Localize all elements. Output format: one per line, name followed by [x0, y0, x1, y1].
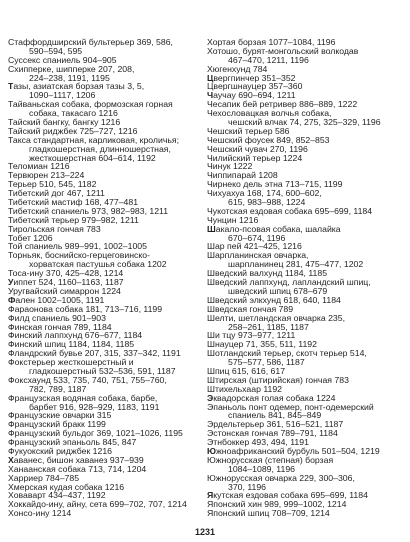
entry-text: 224–238, 1191, 1195 [29, 72, 110, 83]
entry-text: Французская водяная собака, барбе, [8, 392, 158, 403]
index-entry [8, 394, 204, 412]
entry-text: Харриер 784–785 [8, 472, 80, 483]
index-entry [207, 109, 406, 127]
entry-text: Ховаварт 434–437, 1192 [8, 490, 106, 501]
entry-text: 590–594, 595 [29, 45, 83, 56]
entry-text: Теломиан 1216 [8, 161, 70, 172]
entry-text: Эрдельтерьер 361, 516–521, 1187 [207, 419, 344, 430]
entry-text: спаниель 841, 845–849 [228, 410, 322, 421]
index-entry [207, 189, 406, 207]
entry-text: аванес, бишон хаванез 937–939 [13, 454, 144, 465]
index-column-right [207, 38, 406, 518]
index-column-left [8, 38, 204, 518]
entry-text: Штирская (штирийская) гончая 783 [207, 374, 349, 385]
entry-text: Шведский лаппхунд, лапландский шпиц, [207, 277, 371, 288]
entry-text: вергпинчер 351–352 [213, 72, 296, 83]
entry-text: 1090–1117, 1206 [29, 90, 96, 101]
entry-text: Фоксхаунд 533, 735, 740, 751, 755–760, [8, 374, 167, 385]
entry-text: Шведский валхунд 1184, 1185 [207, 268, 328, 279]
index-entry [8, 38, 204, 56]
entry-text: Уругвайский симаррон 1224 [8, 285, 121, 296]
entry-text: Шведский элкхунд 618, 640, 1184 [207, 294, 341, 305]
index-entry [207, 314, 406, 332]
entry-text: Южнорусская (степная) борзая [207, 454, 334, 465]
entry-text: 1084–1089, 1196 [228, 463, 295, 474]
entry-text: Шпиц 615, 616, 617 [207, 365, 286, 376]
entry-text: Тайский риджбек 725–727, 1216 [8, 125, 138, 136]
entry-text: Финский лаппхунд 676–677, 1184 [8, 330, 143, 341]
entry-text: шведский шпиц 678–679 [228, 285, 328, 296]
entry-text: Южнорусская овчарка 229, 300–306, [207, 472, 355, 483]
entry-text: Филд спаниель 901–903 [8, 312, 106, 323]
letter-section-initial: Я [207, 490, 214, 501]
entry-text: аучау 690–694, 1211 [213, 90, 296, 101]
entry-text: Той спаниель 989–991, 1002–1005 [8, 241, 147, 252]
entry-text: 670–674, 1196 [228, 232, 286, 243]
index-entry [207, 456, 406, 474]
entry-text: Этнбоккер 493, 494, 1191 [207, 437, 309, 448]
index-entry [207, 403, 406, 421]
entry-text: Чешский терьер 586 [207, 125, 290, 136]
entry-text: гладкошерстный 532–536, 591, 1187 [29, 365, 176, 376]
entry-text: Хонсо-ину 1214 [8, 508, 72, 519]
page-number: 1231 [194, 527, 216, 537]
entry-text: Фукуокский риджбек 1216 [8, 445, 112, 456]
entry-text: Тибетский дог 467, 1211 [8, 188, 105, 199]
entry-text: Терьер 510, 545, 1182 [8, 179, 97, 190]
entry-text: Ши тцу 973–977, 1211 [207, 330, 296, 341]
entry-text: шарпланинец 281, 475–477, 1202 [228, 259, 364, 270]
entry-text: Чинук 1222 [207, 161, 253, 172]
entry-text: чешский влчак 74, 275, 325–329, 1196 [228, 117, 381, 128]
entry-text: Финская гончая 789, 1184 [8, 321, 112, 332]
entry-text: хорватская пастушья собака 1202 [29, 259, 167, 270]
index-entry [207, 225, 406, 243]
entry-text: 258–261, 1185, 1187 [228, 321, 309, 332]
entry-text: Чешский фоусек 849, 852–853 [207, 134, 330, 145]
index-entry [207, 47, 406, 65]
entry-text: Тайваньская собака, формозская горная [8, 99, 173, 110]
entry-text: Шнауцер 71, 355, 511, 1192 [207, 339, 317, 350]
entry-text: Эпаньоль понт одемер, понт-одемерский [207, 401, 374, 412]
entry-text: Японский шпиц 708–709, 1214 [207, 508, 330, 519]
entry-text: Чунцин 1216 [207, 214, 259, 225]
entry-text: Японский хин 989, 999–1002, 1214 [207, 499, 347, 510]
entry-text: Штихельхаар 1192 [207, 383, 283, 394]
entry-text: Суссекс спаниель 904–905 [8, 54, 117, 65]
entry-text: Шотландский терьер, скотч терьер 514, [207, 348, 367, 359]
entry-text: Финский шпиц 1184, 1184, 1185 [8, 339, 135, 350]
entry-text: Тирольская гончая 783 [8, 223, 101, 234]
entry-text: Французские овчарки 315 [8, 410, 112, 421]
letter-section-initial: У [8, 277, 14, 288]
entry-text: Схипперке, шипперке 207, 208, [8, 63, 135, 74]
index-entry [207, 509, 406, 518]
entry-text: Тервюрен 213–224 [8, 170, 85, 181]
index-entry [8, 100, 204, 118]
letter-section-initial: Т [8, 81, 14, 92]
entry-text: собака, такасаго 1216 [29, 108, 118, 119]
entry-text: акало-псовая собака, шалайка [215, 223, 341, 234]
entry-text: гладкошерстная, длинношерстная, [29, 143, 171, 154]
letter-section-initial: Ф [8, 294, 16, 305]
entry-term-line [8, 509, 204, 518]
entry-text: Чихуахуа 168, 174, 600–602, [207, 188, 322, 199]
entry-term-line [207, 509, 406, 518]
entry-text: Такса стандартная, карликовая, кроличья; [8, 134, 180, 145]
entry-text: 782, 789, 1187 [29, 383, 87, 394]
entry-text: Хоккайдо-ину, айну, сета 699–702, 707, 1214 [8, 499, 187, 510]
entry-text: Чесапик бей ретривер 886–889, 1222 [207, 99, 358, 110]
entry-text: Хюгенхунд 784 [207, 63, 268, 74]
letter-section-initial: Ш [207, 223, 216, 234]
entry-text: Шар пей 421–425, 1216 [207, 241, 302, 252]
entry-text: Ханаанская собака 713, 714, 1204 [8, 463, 147, 474]
entry-text: Тибетский терьер 979–982, 1211 [8, 214, 139, 225]
entry-text: Французский бракк 1199 [8, 419, 106, 430]
entry-text: кутская ездовая собака 695–699, 1184 [213, 490, 368, 501]
letter-section-initial: Э [207, 392, 214, 403]
letter-section-initial: Ч [207, 90, 214, 101]
entry-text: Эстонская гончая 789–791, 1184 [207, 428, 338, 439]
entry-text: Тоса-ину 370, 425–428, 1214 [8, 268, 124, 279]
entry-text: Чилийский терьер 1224 [207, 152, 303, 163]
entry-text: Французский эпаньоль 845, 847 [8, 437, 137, 448]
entry-text: барбет 916, 928–929, 1183, 1191 [29, 401, 160, 412]
entry-text: Французский бульдог 369, 1021–1026, 1195 [8, 428, 183, 439]
entry-text: Шведская гончая 789 [207, 303, 294, 314]
index-entry [8, 82, 204, 100]
index-entry [8, 509, 204, 518]
entry-text: азы, азиатская борзая тазы 3, 5, [13, 81, 145, 92]
index-entry [8, 358, 204, 376]
entry-text: 615, 983–988, 1224 [228, 197, 306, 208]
index-entry [8, 376, 204, 394]
entry-text: Фокстерьер жесткошерстный и [8, 357, 134, 368]
index-entry [207, 251, 406, 269]
entry-text: 370, 1196 [228, 481, 267, 492]
entry-text: 575–577, 586, 1187 [228, 357, 305, 368]
index-entry [207, 474, 406, 492]
index-entry [8, 251, 204, 269]
entry-text: Тайский бангку, бангку 1216 [8, 117, 121, 128]
letter-section-initial: Ю [207, 445, 216, 456]
entry-text: 467–470, 1211, 1196 [228, 54, 309, 65]
index-entry [207, 349, 406, 367]
entry-text: Шелти, шетландская овчарка 235, [207, 312, 345, 323]
entry-text: Чешский чувач 270, 1196 [207, 143, 308, 154]
entry-text: Тибетский мастиф 168, 477–481 [8, 197, 139, 208]
letter-section-initial: Х [8, 454, 14, 465]
entry-text: Торньяк, боснийско-герцеговинско- [8, 250, 150, 261]
index-entry [8, 136, 204, 163]
entry-text: жноафриканский бурбуль 501–504, 1219 [215, 445, 380, 456]
entry-text: Хортая борзая 1077–1084, 1196 [207, 38, 336, 47]
entry-text: иппет 524, 1160–1163, 1187 [13, 277, 124, 288]
entry-text: Чукотская ездовая собака 695–699, 1184 [207, 205, 373, 216]
entry-text: Цвергшнауцер 357–360 [207, 81, 303, 92]
index-entry [8, 65, 204, 83]
entry-text: Чехословацкая волчья собака, [207, 108, 332, 119]
entry-text: квадорская голая собака 1224 [213, 392, 336, 403]
entry-text: жесткошерстная 604–614, 1192 [29, 152, 156, 163]
entry-text: Чирнеко дель этна 713–715, 1199 [207, 179, 343, 190]
index-entry [207, 278, 406, 296]
entry-text: Фландрский бувье 207, 315, 337–342, 1191 [8, 348, 181, 359]
entry-text: Фараонова собака 181, 713–716, 1199 [8, 303, 163, 314]
letter-section-initial: Ц [207, 72, 214, 83]
entry-text: Хотошо, бурят-монгольский волкодав [207, 45, 359, 56]
entry-text: Стаффордширский бультерьер 369, 586, [8, 38, 173, 47]
entry-text: Хмерская кудая собака 1216 [8, 481, 125, 492]
entry-text: Тобет 1206 [8, 232, 53, 243]
entry-text: Шарпланинская овчарка, [207, 250, 309, 261]
entry-text: Чиппипарай 1208 [207, 170, 278, 181]
entry-text: ален 1002–1005, 1191 [15, 294, 105, 305]
entry-text: Тибетский спаниель 973, 982–983, 1211 [8, 205, 169, 216]
